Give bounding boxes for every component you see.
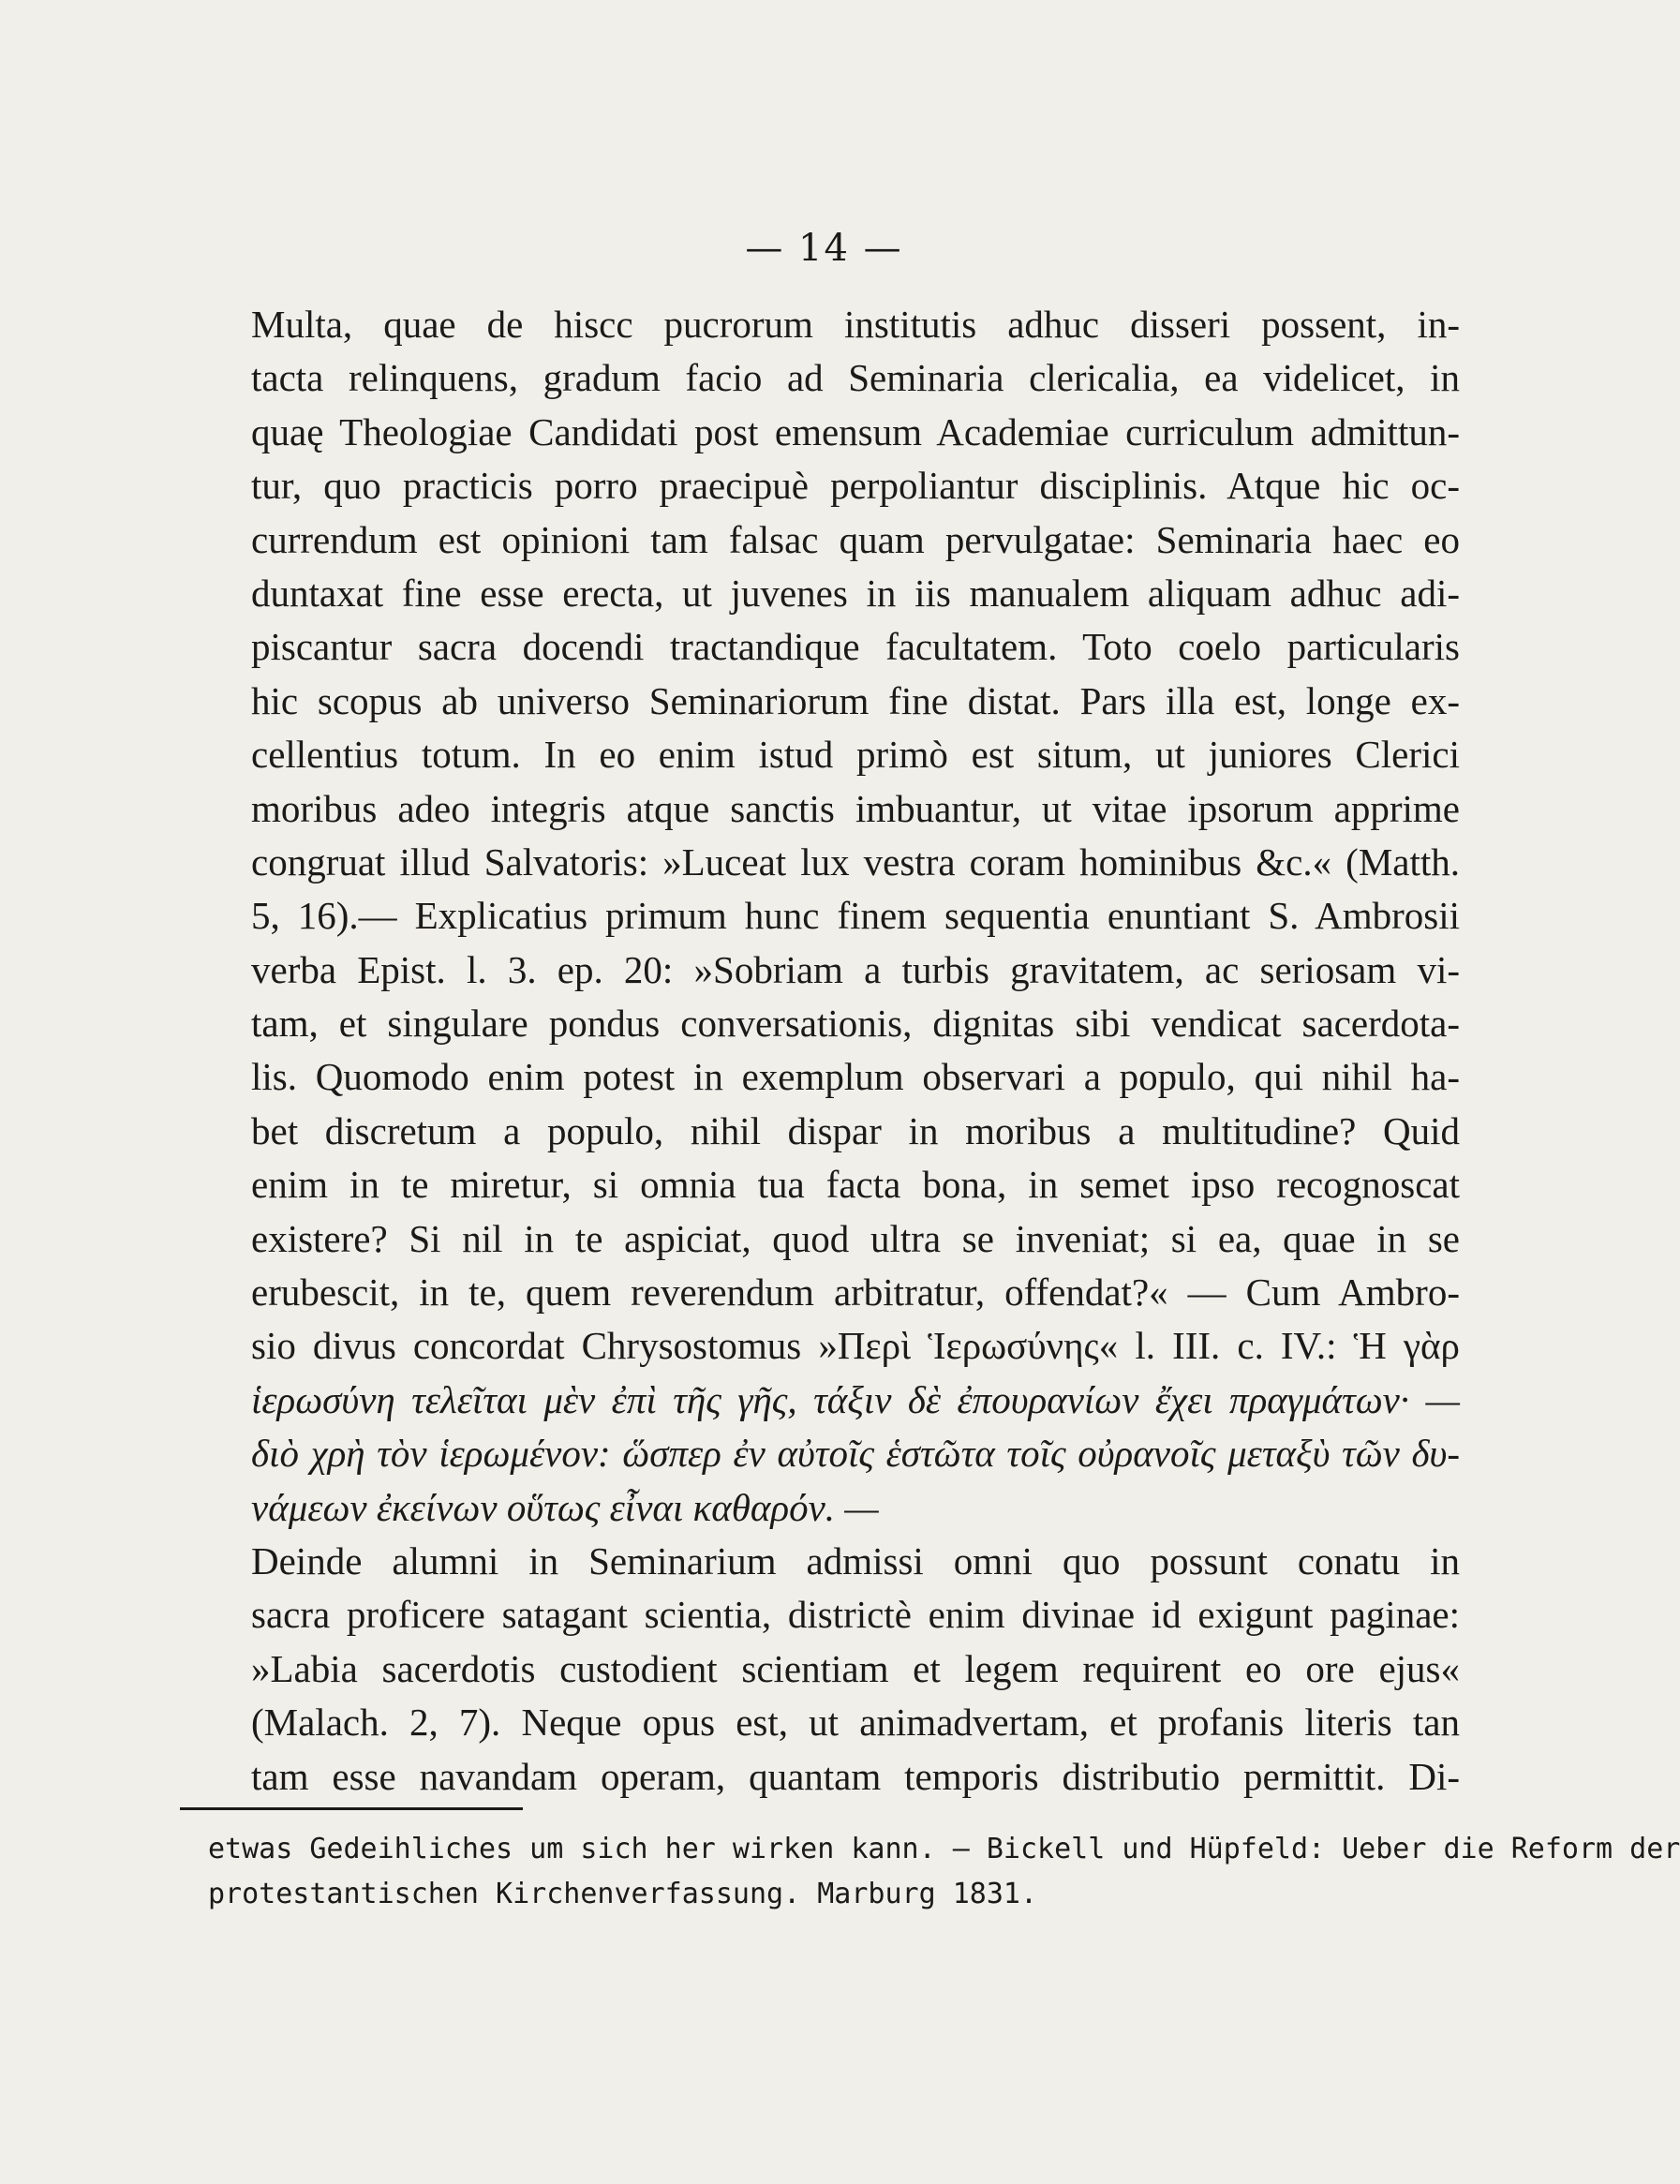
text-line: erubescit, in te, quem reverendum arbitratur, offendat?« — Cum Ambro- xyxy=(251,1270,1460,1315)
text-line: verba Epist. l. 3. ep. 20: »Sobriam a turbis gravitatem, ac seriosam vi- xyxy=(251,947,1460,991)
text-line: existere? Si nil in te aspiciat, quod ultra se inveniat; si ea, quae in se xyxy=(251,1216,1460,1260)
footnote-divider xyxy=(180,1807,523,1810)
text-line: 5, 16).— Explicatius primum hunc finem sequentia enuntiant S. Ambrosii xyxy=(251,894,1460,938)
footnote-line: etwas Gedeihliches um sich her wirken kann. — Bickell und Hüpfeld: Ueber die Reform der xyxy=(208,1833,1680,1865)
text-line: Deinde alumni in Seminarium admissi omni quo possunt conatu in xyxy=(251,1538,1460,1582)
main-text xyxy=(251,298,1460,1804)
text-line: tacta relinquens, gradum facio ad Seminaria clericalia, ea videlicet, in xyxy=(251,356,1460,400)
footnote-line: protestantischen Kirchenverfassung. Marburg 1831. xyxy=(208,1878,1038,1910)
text-line: sacra proficere satagant scientia, districtè enim divinae id exigunt paginae: xyxy=(251,1593,1460,1637)
text-line: tam, et singulare pondus conversationis, dignitas sibi vendicat sacerdota- xyxy=(251,1002,1460,1046)
footnote xyxy=(208,1827,1680,1917)
text-line: lis. Quomodo enim potest in exemplum observari a populo, qui nihil ha- xyxy=(251,1055,1460,1099)
text-line: duntaxat fine esse erecta, ut juvenes in iis manualem aliquam adhuc adi- xyxy=(251,571,1460,615)
text-line: tam esse navandam operam, quantam temporis distributio permittit. Di- xyxy=(251,1754,1460,1798)
text-line: moribus adeo integris atque sanctis imbuantur, ut vitae ipsorum apprime xyxy=(251,786,1460,830)
text-line: currendum est opinioni tam falsac quam pervulgatae: Seminaria haec eo xyxy=(251,517,1460,561)
greek-text-line: νάμεων ἐκείνων οὕτως εἶναι καθαρόν. — xyxy=(251,1485,879,1529)
greek-text-line: ἱερωσύνη τελεῖται μὲν ἐπὶ τῆς γῆς, τάξιν δὲ ἐπουρανίων ἔχει πραγμάτων· — xyxy=(251,1377,1460,1421)
text-line: congruat illud Salvatoris: »Luceat lux vestra coram hominibus &c.« (Matth. xyxy=(251,839,1460,884)
text-line: cellentius totum. In eo enim istud primò est situm, ut juniores Clerici xyxy=(251,733,1460,777)
text-line: sio divus concordat Chrysostomus »Περὶ Ἱερωσύνης« l. III. c. IV.: Ἡ γὰρ xyxy=(251,1324,1460,1368)
greek-text-line: διὸ χρὴ τὸν ἱερωμένον: ὥσπερ ἐν αὐτοῖς ἑστῶτα τοῖς οὐρανοῖς μεταξὺ τῶν δυ- xyxy=(251,1432,1460,1476)
text-line: quaę Theologiae Candidati post emensum Academiae curriculum admittun- xyxy=(251,409,1460,453)
text-line: hic scopus ab universo Seminariorum fine distat. Pars illa est, longe ex- xyxy=(251,678,1460,722)
text-line: tur, quo practicis porro praecipuè perpoliantur disciplinis. Atque hic oc- xyxy=(251,464,1460,508)
text-line: (Malach. 2, 7). Neque opus est, ut animadvertam, et profanis literis tan xyxy=(251,1701,1460,1745)
text-line: piscantur sacra docendi tractandique facultatem. Toto coelo particularis xyxy=(251,625,1460,669)
text-line: bet discretum a populo, nihil dispar in moribus a multitudine? Quid xyxy=(251,1108,1460,1152)
text-line: enim in te miretur, si omnia tua facta bona, in semet ipso recognoscat xyxy=(251,1163,1460,1207)
text-line: Multa, quae de hiscc pucrorum institutis adhuc disseri possent, in- xyxy=(251,303,1460,346)
page-number: — 14 — xyxy=(745,227,903,270)
text-line: »Labia sacerdotis custodient scientiam et legem requirent eo ore ejus« xyxy=(251,1646,1460,1690)
